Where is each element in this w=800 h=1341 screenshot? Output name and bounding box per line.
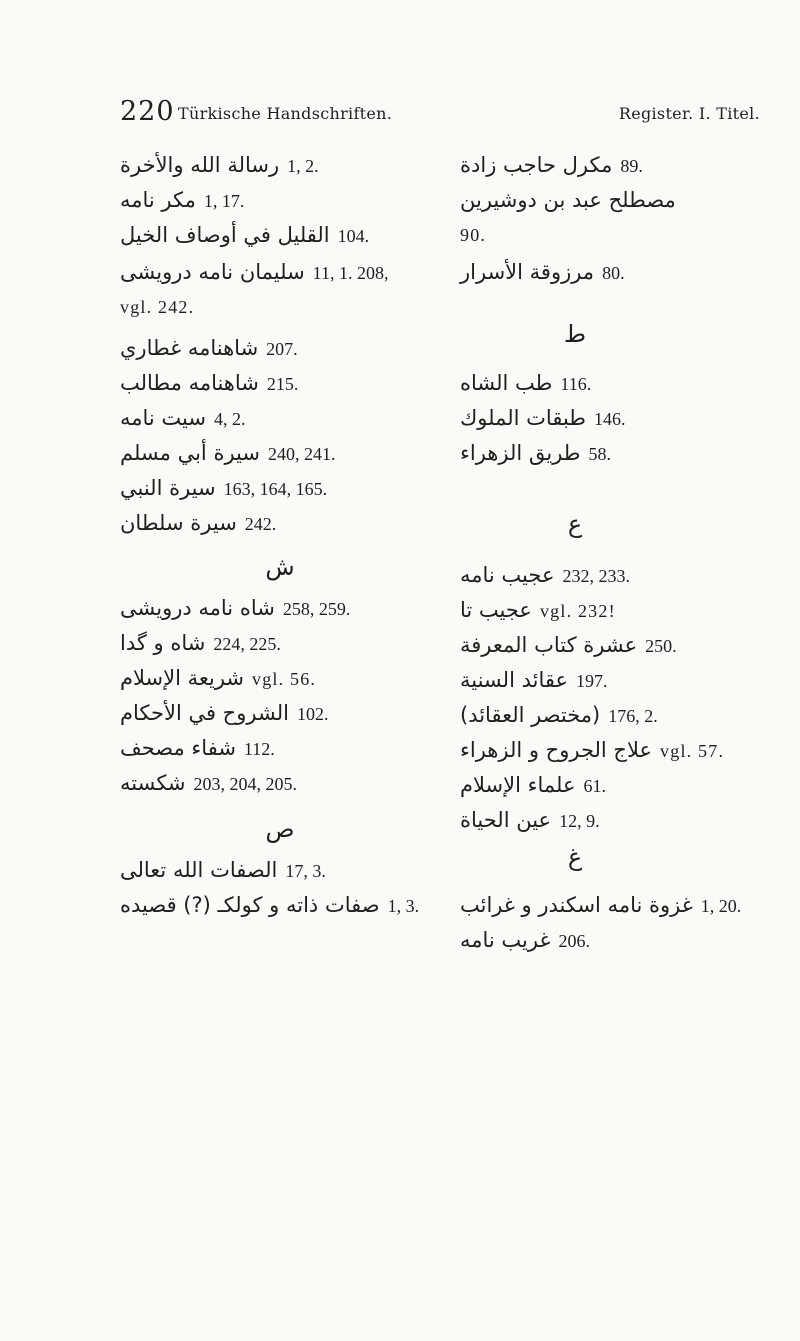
entry-reference: 12, 9. — [559, 811, 600, 831]
entry-title: عجيب نامه — [460, 563, 555, 587]
index-entry — [460, 560, 630, 590]
entry-reference: 1, 3. — [387, 896, 420, 916]
entry-title: القليل في أوصاف الخيل — [120, 223, 330, 247]
entry-reference: 116. — [560, 374, 592, 394]
entry-title: عين الحياة — [460, 808, 552, 832]
index-entry — [120, 220, 369, 250]
entry-title: مصطلح عبد بن دوشيرين — [460, 188, 676, 212]
entry-title: غزوة نامه اسكندر و غرائب — [460, 893, 693, 917]
entry-reference: 4, 2. — [213, 409, 246, 429]
index-entry — [460, 735, 724, 765]
index-entry — [120, 628, 281, 658]
entry-title: صفات ذاته و كولكـ (?) قصيده — [120, 893, 380, 917]
entry-title: سليمان نامه درويشى — [120, 260, 305, 284]
entry-title: مرزوقة الأسرار — [460, 260, 595, 284]
entry-title: شريعة الإسلام — [120, 666, 245, 690]
index-entry — [120, 855, 326, 885]
entry-reference: 215. — [266, 374, 299, 394]
index-entry — [460, 665, 608, 695]
index-entry — [460, 368, 591, 398]
section-letter: ع — [567, 510, 583, 538]
entry-title: مكرل حاجب زادة — [460, 153, 613, 177]
entry-title: الصفات الله تعالى — [120, 858, 278, 882]
running-title-left: Türkische Handschriften. — [178, 104, 393, 123]
index-entry — [120, 593, 350, 623]
index-entry — [460, 925, 590, 955]
entry-title: سيرة أبي مسلم — [120, 441, 260, 465]
section-letter: غ — [567, 843, 583, 871]
index-entry — [460, 595, 616, 625]
entry-title: الشروح في الأحكام — [120, 701, 289, 725]
entry-reference: 80. — [602, 263, 625, 283]
page-header — [120, 96, 760, 130]
entry-reference: 90. — [460, 225, 487, 245]
entry-reference: 1, 17. — [203, 191, 245, 211]
entry-reference: 1, 20. — [700, 896, 742, 916]
entry-reference: 242. — [244, 514, 277, 534]
running-title-right: Register. I. Titel. — [618, 104, 760, 123]
index-entry — [120, 733, 275, 763]
entry-reference: 61. — [583, 776, 607, 796]
entry-reference: vgl. 57. — [660, 741, 725, 761]
index-entry — [120, 438, 335, 468]
index-entry — [460, 185, 676, 215]
entry-reference: 250. — [645, 636, 677, 656]
index-entry — [460, 150, 643, 180]
index-entry — [120, 292, 194, 322]
entry-reference: 102. — [296, 704, 329, 724]
index-entry — [120, 698, 328, 728]
index-entry — [460, 805, 600, 835]
entry-reference: 203, 204, 205. — [193, 774, 298, 794]
entry-reference: 224, 225. — [213, 634, 281, 654]
section-letter: ص — [265, 815, 295, 843]
entry-title: عجيب تا — [460, 598, 532, 622]
entry-reference: 104. — [337, 226, 370, 246]
index-entry — [460, 770, 606, 800]
entry-reference: 163, 164, 165. — [223, 479, 328, 499]
index-entry — [120, 368, 298, 398]
entry-title: سيرة سلطان — [120, 511, 237, 535]
entry-title: غريب نامه — [460, 928, 551, 952]
entry-title: طب الشاه — [460, 371, 553, 395]
entry-title: رسالة الله والأخرة — [120, 153, 280, 177]
entry-reference: 258, 259. — [282, 599, 351, 619]
index-entry — [120, 508, 276, 538]
index-entry — [460, 630, 677, 660]
entry-reference: 207. — [266, 339, 298, 359]
entry-reference: 176, 2. — [608, 706, 658, 726]
index-entry — [120, 768, 297, 798]
index-entry — [120, 473, 327, 503]
index-entry — [120, 185, 244, 215]
entry-title: مكر نامه — [120, 188, 196, 212]
entry-title: طريق الزهراء — [460, 441, 581, 465]
index-entry — [460, 700, 658, 730]
entry-reference: 11, 1. 208, — [312, 263, 389, 283]
entry-reference: 112. — [243, 739, 275, 759]
entry-reference: 89. — [620, 156, 643, 176]
entry-title: عشرة كتاب المعرفة — [460, 633, 638, 657]
entry-reference: 146. — [594, 409, 626, 429]
index-entry — [120, 333, 298, 363]
entry-reference: 17, 3. — [285, 861, 326, 881]
index-entry — [120, 663, 316, 693]
index-entry — [460, 257, 625, 287]
entry-title: سيت نامه — [120, 406, 206, 430]
entry-title: عقائد السنية — [460, 668, 568, 692]
index-entry — [120, 257, 389, 287]
entry-reference: 58. — [588, 444, 612, 464]
index-entry — [460, 403, 626, 433]
entry-title: شاه و گدا — [120, 631, 206, 655]
entry-reference: vgl. 56. — [252, 669, 317, 689]
entry-reference: 232, 233. — [562, 566, 630, 586]
entry-title: شفاء مصحف — [120, 736, 236, 760]
entry-title: شاهنامه غطاري — [120, 336, 259, 360]
entry-title: شاهنامه مطالب — [120, 371, 259, 395]
index-entry — [120, 403, 245, 433]
section-letter: ش — [265, 553, 295, 581]
entry-reference: 1, 2. — [287, 156, 319, 176]
index-entry — [460, 438, 611, 468]
entry-title: سيرة النبي — [120, 476, 216, 500]
entry-reference: vgl. 242. — [120, 297, 195, 317]
entry-title: (مختصر العقائد) — [460, 703, 601, 727]
entry-reference: vgl. 232! — [539, 601, 616, 621]
index-entry — [120, 890, 419, 920]
index-entry — [120, 150, 319, 180]
page-number: 220 — [120, 96, 175, 127]
index-entry — [460, 220, 486, 250]
entry-title: علماء الإسلام — [460, 773, 576, 797]
index-entry — [460, 890, 741, 920]
entry-reference: 240, 241. — [267, 444, 336, 464]
section-letter: ط — [563, 320, 587, 348]
entry-reference: 197. — [576, 671, 608, 691]
entry-title: شاه نامه درويشى — [120, 596, 275, 620]
entry-title: شكسته — [120, 771, 186, 795]
entry-title: علاج الجروح و الزهراء — [460, 738, 653, 762]
entry-reference: 206. — [558, 931, 590, 951]
entry-title: طبقات الملوك — [460, 406, 586, 430]
